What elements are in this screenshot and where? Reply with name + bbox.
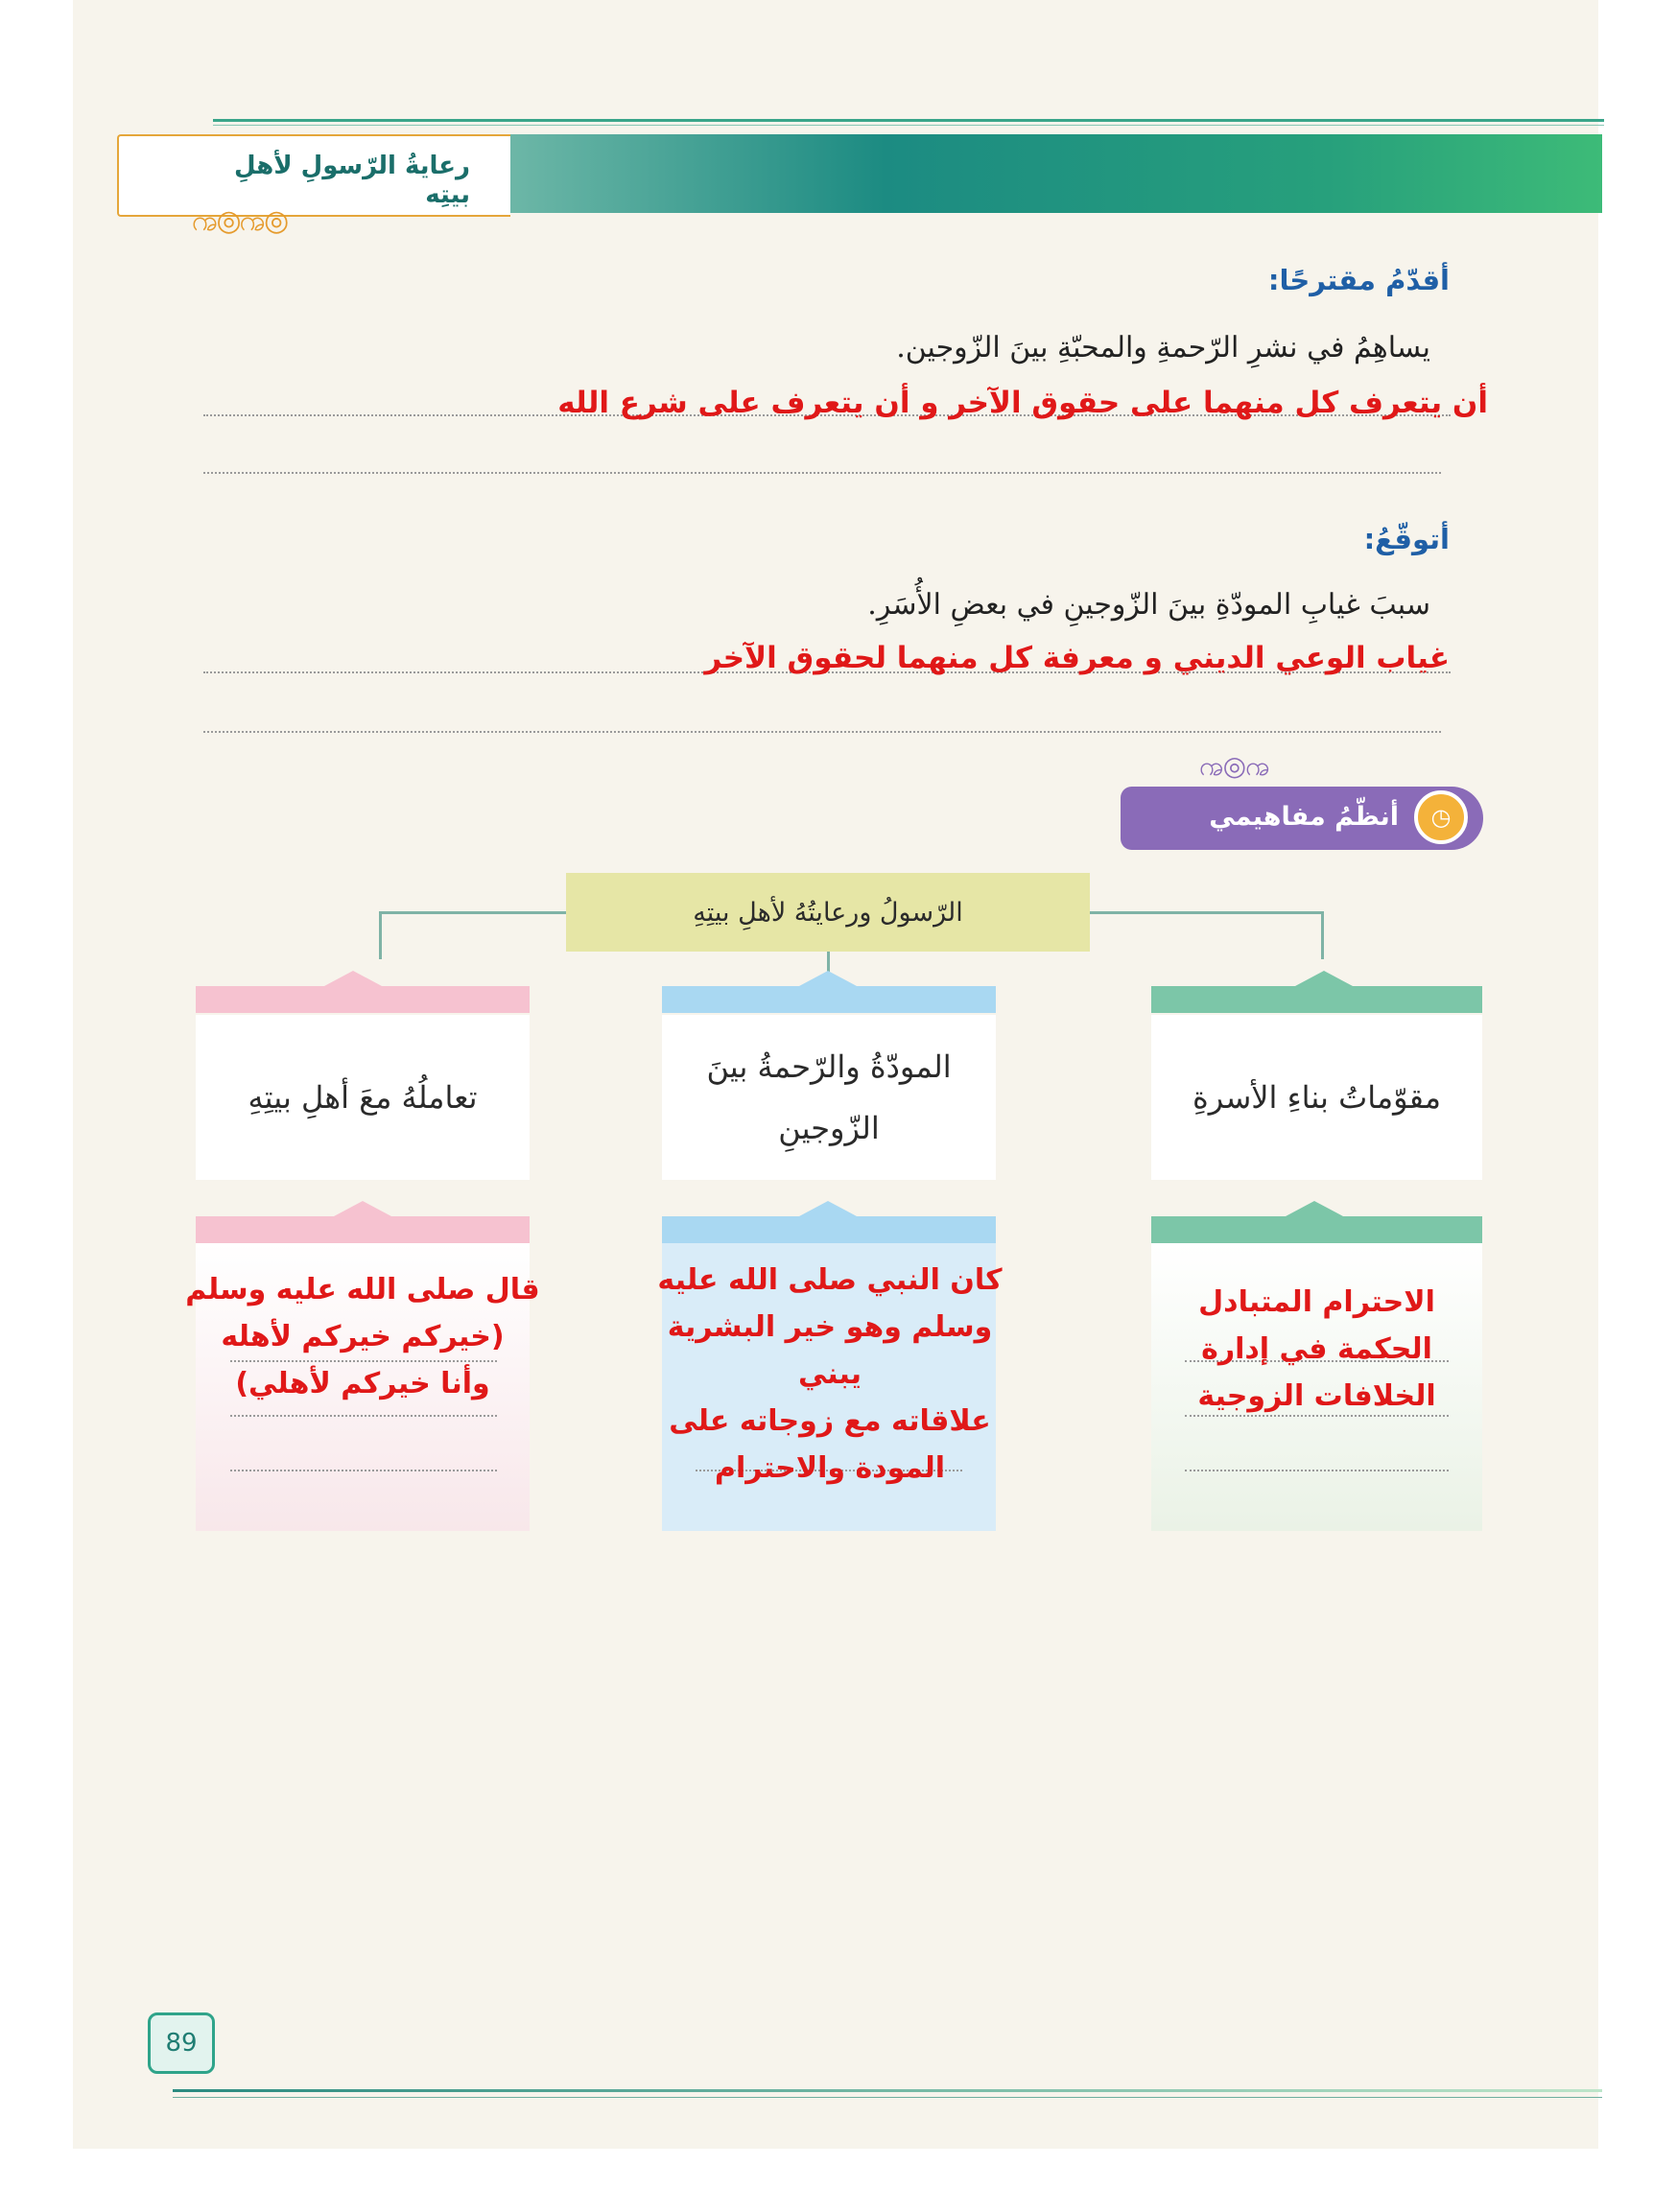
branch-cap-bump xyxy=(799,971,857,986)
branch-cap-bump xyxy=(799,1201,857,1216)
branch-answer-family: الاحترام المتبادل الحكمة في إدارة الخلافات الزوجية xyxy=(1197,1285,1436,1413)
section-suggest-answer: أن يتعرف كل منهما على حقوق الآخر و أن يتعرف على شرع الله xyxy=(557,386,1488,420)
branch-card-household xyxy=(196,1015,530,1180)
branch-cap xyxy=(196,1216,530,1243)
badge-ornament-icon: ꩠ◎ꩠ xyxy=(1199,750,1269,782)
branch-answer-household: قال صلى الله عليه وسلم (خيركم خيركم لأهله وأنا خيركم لأهلي) xyxy=(185,1273,540,1400)
branch-label: مقوّماتُ بناءِ الأسرةِ xyxy=(1193,1079,1441,1116)
concept-badge-label: أنظّمُ مفاهيمي xyxy=(1209,802,1399,832)
branch-label: تعاملُهُ معَ أهلِ بيتِهِ xyxy=(248,1079,478,1116)
branch-cap xyxy=(196,986,530,1013)
answer-line xyxy=(1185,1470,1449,1471)
connector xyxy=(379,911,566,914)
branch-cap-bump xyxy=(334,1201,391,1216)
connector xyxy=(379,911,382,959)
branch-cap xyxy=(662,1216,996,1243)
branch-card-mercy xyxy=(662,1015,996,1180)
branch-cap xyxy=(1151,1216,1482,1243)
connector xyxy=(1090,911,1324,914)
connector xyxy=(1321,911,1324,959)
answer-line xyxy=(230,1470,497,1471)
chapter-title: رعايةُ الرّسولِ لأهلِ بيتِه xyxy=(234,152,470,209)
branch-label: المودّةُ والرّحمةُ بينَ الزّوجينِ xyxy=(706,1048,952,1146)
section-expect-prompt: سببَ غيابِ المودّةِ بينَ الزّوجينِ في بعضِ الأُسَرِ. xyxy=(867,588,1430,622)
section-expect-title: أتوقّعُ: xyxy=(1363,523,1450,555)
header-rule-thin xyxy=(213,125,1604,126)
clock-gear-icon: ◷ xyxy=(1414,790,1468,844)
answer-line xyxy=(203,731,1441,733)
branch-cap-bump xyxy=(1295,971,1353,986)
section-suggest-title: أقدّمُ مقترحًا: xyxy=(1267,264,1450,296)
ornament-icon: ꩠ◎ꩠ◎ xyxy=(192,204,288,238)
branch-card-family xyxy=(1151,1015,1482,1180)
section-suggest-prompt: يساهِمُ في نشرِ الرّحمةِ والمحبّةِ بينَ الزّوجين. xyxy=(896,331,1430,365)
footer-rule xyxy=(173,2089,1602,2092)
section-expect-answer: غياب الوعي الديني و معرفة كل منهما لحقوق الآخر xyxy=(704,641,1450,675)
branch-cap xyxy=(662,986,996,1013)
branch-answer-mercy: كان النبي صلى الله عليه وسلم وهو خير البشرية يبني علاقاته مع زوجاته على المودة والاحترام xyxy=(657,1263,1003,1485)
branch-cap-bump xyxy=(1286,1201,1343,1216)
header-band xyxy=(499,134,1602,213)
header-rule xyxy=(213,119,1604,122)
footer-rule-thin xyxy=(173,2097,1602,2098)
answer-line xyxy=(230,1415,497,1417)
page-number: 89 xyxy=(148,2012,215,2074)
concept-root: الرّسولُ ورعايتُهُ لأهلِ بيتِهِ xyxy=(566,873,1090,952)
branch-cap xyxy=(1151,986,1482,1013)
answer-line xyxy=(203,472,1441,474)
branch-cap-bump xyxy=(324,971,382,986)
